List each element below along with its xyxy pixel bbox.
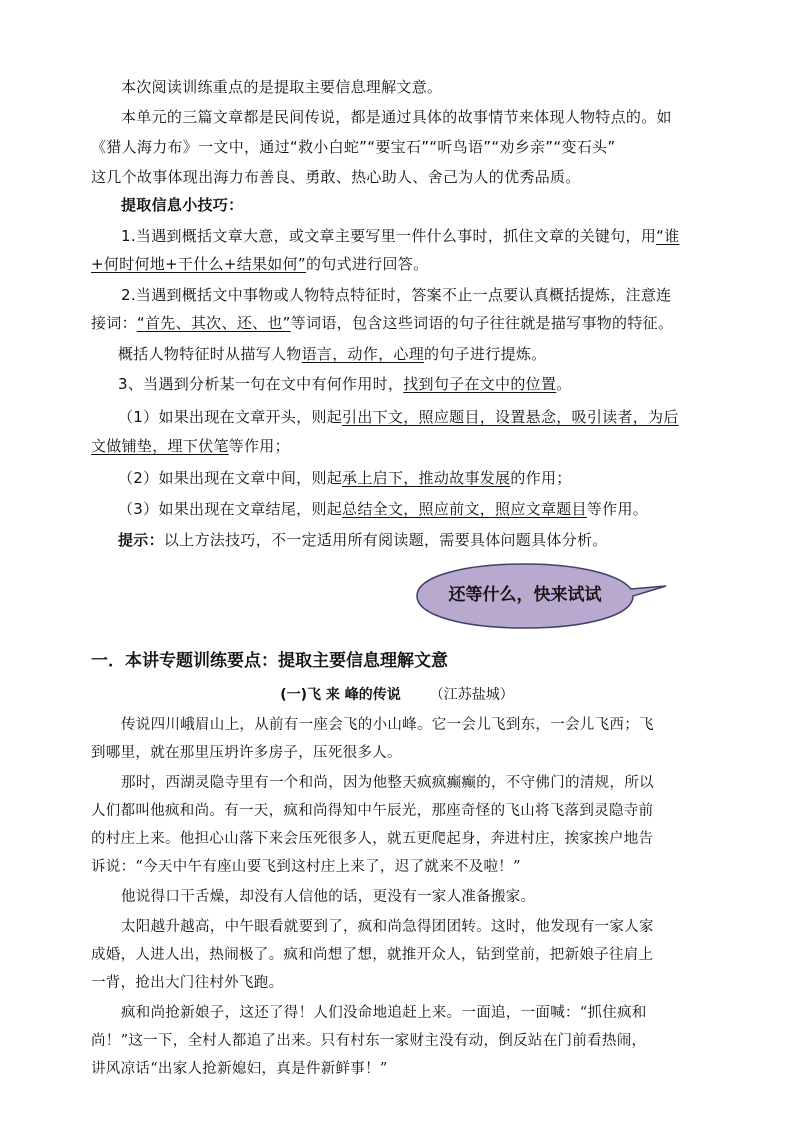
- tip-2-character-end: 的句子进行提炼。: [424, 345, 547, 363]
- tip-2-connectors-label: 接词：: [91, 314, 137, 332]
- story-line-2: 到哪里，就在那里压坍许多房子，压死很多人。: [91, 745, 402, 761]
- story-line-5: 的村庄上来。他担心山落下来会压死很多人，就五更爬起身，奔进村庄，挨家挨户地告: [91, 831, 654, 847]
- sub-1-functions: 引出下文，照应题目，设置悬念，吸引读者，为后: [342, 408, 679, 426]
- story-source: （江苏盐城）: [429, 687, 514, 703]
- intro-line-1: 本次阅读训练重点的是提取主要信息理解文意。: [121, 78, 443, 96]
- tip-1-line-1: [121, 221, 711, 251]
- sub-3-end: 等作用。: [586, 500, 649, 518]
- story-title: (一)飞 来 峰的传说: [280, 687, 401, 703]
- sub-2-line: [118, 463, 711, 493]
- story-line-11: 疯和尚抢新娘子，这还了得！人们没命地追赶上来。一面追，一面喊：“抓住疯和: [121, 1005, 647, 1021]
- story-line-10: 一背，抢出大门往村外飞跑。: [91, 975, 284, 991]
- sub-2-text: （2）如果出现在文章中间，则起: [118, 469, 343, 487]
- section-heading: 一．本讲专题训练要点：提取主要信息理解文意: [91, 651, 448, 671]
- sub-2-end: 的作用；: [510, 469, 572, 487]
- tip-1-line-2: [91, 249, 711, 279]
- story-line-12: 尚！”这一下，全村人都追了出来。只有村东一家财主没有动，倒反站在门前看热闹，: [91, 1033, 647, 1049]
- tip-2-line-1: 2.当遇到概括文中事物或人物特点特征时，答案不止一点要认真概括提炼，注意连: [121, 286, 672, 304]
- tip-1-text: 1.当遇到概括文章大意，或文章主要写里一件什么事时，抓住文章的关键句，用: [121, 227, 657, 245]
- story-line-13: 讲风凉话“出家人抢新媳妇，真是件新鲜事！”: [91, 1061, 388, 1077]
- sub-1-end: 等作用；: [228, 437, 290, 455]
- tip-2-line-3: [118, 339, 708, 369]
- intro-line-4: 这几个故事体现出海力布善良、勇敢、热心助人、舍己为人的优秀品质。: [91, 168, 581, 186]
- sub-2-functions: 承上启下，推动故事发展: [342, 469, 511, 487]
- sub-3-text: （3）如果出现在文章结尾，则起: [118, 500, 343, 518]
- story-line-4: 人们都叫他疯和尚。有一天，疯和尚得知中午辰光，那座奇怪的飞山将飞落到灵隐寺前: [91, 803, 654, 819]
- story-title-line: [0, 684, 794, 704]
- tip-2-line-2: [91, 308, 711, 338]
- sub-3-line: [118, 494, 711, 524]
- sub-1-line-1: [118, 402, 711, 432]
- hint: [118, 525, 711, 555]
- tip-1-end: 的句式进行回答。: [305, 255, 429, 273]
- sub-1-line-2: [91, 431, 711, 461]
- tip-2-end: 等词语，包含这些词语的句子往往就是描写事物的特征。: [290, 314, 674, 332]
- sub-1-functions-cont: 文做铺垫，埋下伏笔: [91, 437, 229, 455]
- tip-1-formula: +何时何地+干什么+结果如何”: [91, 255, 306, 273]
- tip-3-text: 3、当遇到分析某一句在文中有何作用时，: [118, 375, 404, 393]
- tip-3-line: [118, 369, 708, 399]
- hint-label: 提示：: [118, 531, 164, 549]
- story-line-1: 传说四川峨眉山上，从前有一座会飞的小山峰。它一会儿飞到东，一会儿飞西；飞: [121, 717, 654, 733]
- story-line-9: 成婚，人进人出，热闹极了。疯和尚想了想，就推开众人，钻到堂前，把新娘子往肩上: [91, 947, 654, 963]
- sub-3-functions: 总结全文，照应前文，照应文章题目: [342, 500, 587, 518]
- story-line-7: 他说得口干舌燥，却没有人信他的话，更没有一家人准备搬家。: [121, 889, 536, 905]
- tip-2-aspects: 语言，动作，心理: [301, 345, 425, 363]
- sub-1-text: （1）如果出现在文章开头，则起: [118, 408, 343, 426]
- story-line-8: 太阳越升越高，中午眼看就要到了，疯和尚急得团团转。这时，他发现有一家人家: [121, 919, 654, 935]
- tips-heading: 提取信息小技巧：: [121, 196, 244, 214]
- tip-3-position: 找到句子在文中的位置: [403, 375, 557, 393]
- intro-line-2: 本单元的三篇文章都是民间传说，都是通过具体的故事情节来体现人物特点的。如: [121, 108, 672, 126]
- bubble-text: 还等什么，快来试试: [448, 585, 602, 605]
- tip-3-period: 。: [556, 375, 572, 393]
- hint-text: 以上方法技巧，不一定适用所有阅读题，需要具体问题具体分析。: [163, 531, 608, 549]
- tip-2-connectors: “首先、其次、还、也”: [136, 314, 291, 332]
- story-line-3: 那时，西湖灵隐寺里有一个和尚，因为他整天疯疯癫癫的，不守佛门的清规，所以: [121, 775, 654, 791]
- tip-2-character: 概括人物特征时从描写人物: [118, 345, 302, 363]
- tip-1-formula-start: “谁: [656, 227, 680, 245]
- story-line-6: 诉说：“今天中午有座山要飞到这村庄上来了，迟了就来不及啦！”: [91, 859, 521, 875]
- intro-line-3: 《猎人海力布》一文中，通过“救小白蛇”“要宝石”“听鸟语”“劝乡亲”“变石头”: [91, 138, 616, 156]
